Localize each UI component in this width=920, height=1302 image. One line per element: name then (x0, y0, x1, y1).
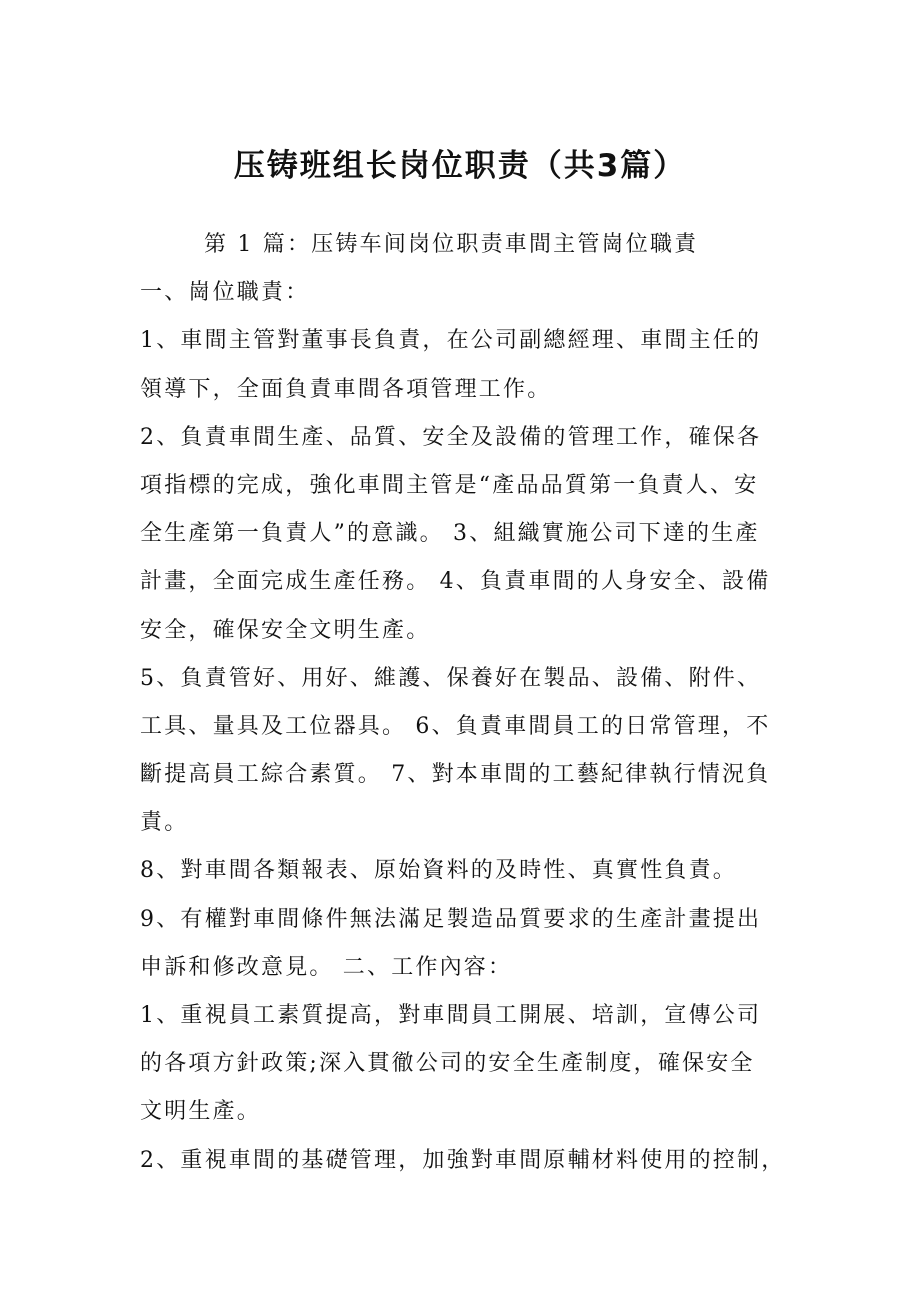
text-line: 9、有權對車間條件無法滿足製造品質要求的生產計畫提出 (140, 906, 762, 932)
document-body (140, 221, 785, 1185)
text-line: 項指標的完成，強化車間主管是“產品品質第一負責人、安 (140, 472, 759, 498)
text-line: 2、負責車間生產、品質、安全及設備的管理工作，確保各 (140, 424, 762, 450)
text-line: 一、崗位職責： (140, 280, 310, 306)
text-line: 工具、量具及工位器具。 6、負責車間員工的日常管理，不 (140, 713, 771, 739)
text-line: 全生產第一負責人”的意識。 3、組織實施公司下達的生產 (140, 521, 760, 547)
text-line: 8、對車間各類報表、原始資料的及時性、真實性負責。 (140, 858, 737, 884)
document-title: 压铸班组长岗位职责（共3篇） (233, 148, 687, 184)
text-line: 1、車間主管對董事長負責，在公司副總經理、車間主任的 (140, 328, 762, 354)
section-heading: 第 1 篇：压铸车间岗位职责車間主管崗位職責 (204, 232, 699, 257)
text-line: 文明生產。 (140, 1099, 262, 1125)
text-line: 責。 (140, 810, 189, 836)
text-line: 1、重視員工素質提高，對車間員工開展、培訓，宣傳公司 (140, 1003, 762, 1028)
text-line: 斷提高員工綜合素質。 7、對本車間的工藝紀律執行情況負 (140, 762, 771, 788)
text-line: 5、負責管好、用好、維護、保養好在製品、設備、附件、 (140, 665, 762, 691)
text-line: 計畫，全面完成生產任務。 4、負責車間的人身安全、設備 (140, 569, 771, 595)
text-line: 2、重視車間的基礎管理，加強對車間原輔材料使用的控制， (140, 1147, 786, 1173)
text-line: 安全，確保安全文明生產。 (140, 617, 431, 643)
text-line: 領導下，全面負責車間各項管理工作。 (140, 376, 552, 402)
text-line: 申訴和修改意見。 二、工作內容： (140, 954, 513, 980)
text-line: 的各項方針政策;深入貫徹公司的安全生產制度，確保安全 (140, 1051, 755, 1077)
